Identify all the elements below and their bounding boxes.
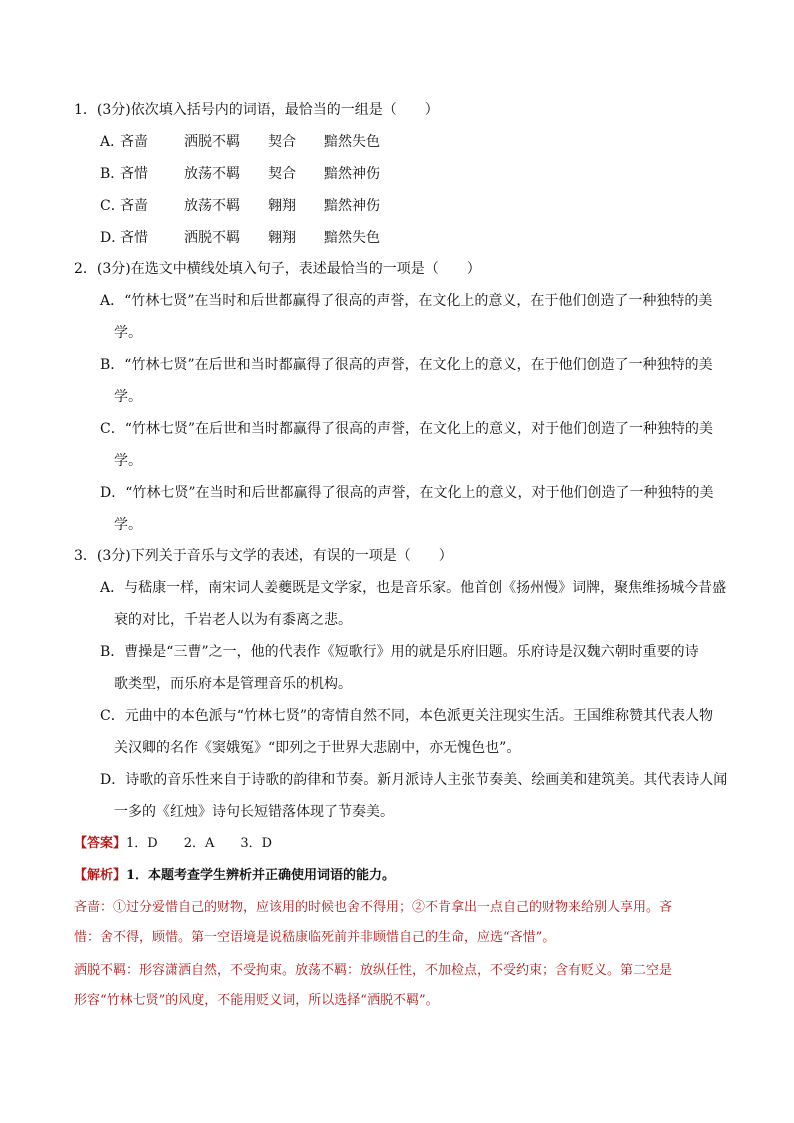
question-2-option-c: C．“竹林七贤”在后世和当时都赢得了很高的声誉，在文化上的意义，对于他们创造了一种独特的美 xyxy=(100,421,714,437)
question-3-stem: 3．(3分)下列关于音乐与文学的表述，有误的一项是（ ） xyxy=(74,548,453,564)
option-letter: A． xyxy=(100,134,125,150)
option-word-3: 翱翔 xyxy=(268,230,296,246)
question-2-option-d: D．“竹林七贤”在当时和后世都赢得了很高的声誉，在文化上的意义，对于他们创造了一种独特的美 xyxy=(100,485,714,501)
question-2-stem: 2．(3分)在选文中横线处填入句子，表述最恰当的一项是（ ） xyxy=(74,261,481,277)
question-3-option-d-cont: 一多的《红烛》诗句长短错落体现了节奏美。 xyxy=(114,804,394,820)
option-word-4: 黯然神伤 xyxy=(324,198,380,214)
option-word-1: 吝啬 xyxy=(120,198,148,214)
option-word-2: 洒脱不羁 xyxy=(184,134,240,150)
option-word-3: 契合 xyxy=(268,134,296,150)
option-word-4: 黯然神伤 xyxy=(324,166,380,182)
analysis-paragraph-1-line-2: 惜：舍不得，顾惜。第一空语境是说嵇康临死前并非顾惜自己的生命，应选“吝惜”。 xyxy=(74,930,556,945)
question-2-option-b-cont: 学。 xyxy=(114,389,142,405)
option-word-4: 黯然失色 xyxy=(324,134,380,150)
option-word-1: 吝惜 xyxy=(120,230,148,246)
option-word-2: 放荡不羁 xyxy=(184,198,240,214)
question-2-option-a-cont: 学。 xyxy=(114,325,142,341)
question-2-option-b: B．“竹林七贤”在后世和当时都赢得了很高的声誉，在文化上的意义，在于他们创造了一种独特的美 xyxy=(100,357,713,373)
analysis-intro: 1．本题考查学生辨析并正确使用词语的能力。 xyxy=(126,868,396,883)
option-letter: D． xyxy=(100,230,126,246)
analysis-paragraph-2-line-2: 形容“竹林七贤”的风度，不能用贬义词，所以选择“洒脱不羁”。 xyxy=(74,993,439,1008)
option-word-2: 洒脱不羁 xyxy=(184,230,240,246)
option-word-3: 翱翔 xyxy=(268,198,296,214)
question-3-option-a-cont: 衰的对比，千岩老人以为有黍离之悲。 xyxy=(114,612,352,628)
option-letter: B． xyxy=(100,166,125,182)
question-2-option-a: A．“竹林七贤”在当时和后世都赢得了很高的声誉，在文化上的意义，在于他们创造了一种独特的美 xyxy=(100,293,713,309)
question-3-option-d: D．诗歌的音乐性来自于诗歌的韵律和节奏。新月派诗人主张节奏美、绘画美和建筑美。其代表诗人闻 xyxy=(100,772,728,788)
question-3-option-b: B．曹操是“三曹”之一，他的代表作《短歌行》用的就是乐府旧题。乐府诗是汉魏六朝时重要的诗 xyxy=(100,644,699,660)
analysis-paragraph-1-line-1: 吝啬：①过分爱惜自己的财物，应该用的时候也舍不得用；②不肯拿出一点自己的财物来给别人享用。吝 xyxy=(74,900,673,915)
answer-label: 【答案】 xyxy=(74,836,127,851)
answer-text: 1．D 2．A 3．D xyxy=(126,836,273,851)
question-3-option-b-cont: 歌类型，而乐府本是管理音乐的机构。 xyxy=(114,676,352,692)
option-letter: C． xyxy=(100,198,125,214)
analysis-paragraph-2-line-1: 洒脱不羁：形容潇洒自然，不受拘束。放荡不羁：放纵任性，不加检点，不受约束；含有贬义。第二空是 xyxy=(74,963,673,978)
option-word-2: 放荡不羁 xyxy=(184,166,240,182)
question-3-option-c: C．元曲中的本色派与“竹林七贤”的寄情自然不同，本色派更关注现实生活。王国维称赞其代表人物 xyxy=(100,708,714,724)
analysis-label: 【解析】 xyxy=(74,868,127,883)
question-2-option-d-cont: 学。 xyxy=(114,517,142,533)
option-word-1: 吝啬 xyxy=(120,134,148,150)
option-word-1: 吝惜 xyxy=(120,166,148,182)
question-3-option-c-cont: 关汉卿的名作《窦娥冤》“即列之于世界大悲剧中，亦无愧色也”。 xyxy=(114,740,521,756)
answer-line xyxy=(74,834,272,854)
option-word-4: 黯然失色 xyxy=(324,230,380,246)
question-2-option-c-cont: 学。 xyxy=(114,453,142,469)
question-1-stem: 1．(3分)依次填入括号内的词语，最恰当的一组是（ ） xyxy=(74,102,439,118)
question-3-option-a: A．与嵇康一样，南宋词人姜夔既是文学家，也是音乐家。他首创《扬州慢》词牌，聚焦维扬城今昔盛 xyxy=(100,580,727,596)
option-word-3: 契合 xyxy=(268,166,296,182)
analysis-intro-line xyxy=(74,866,395,886)
